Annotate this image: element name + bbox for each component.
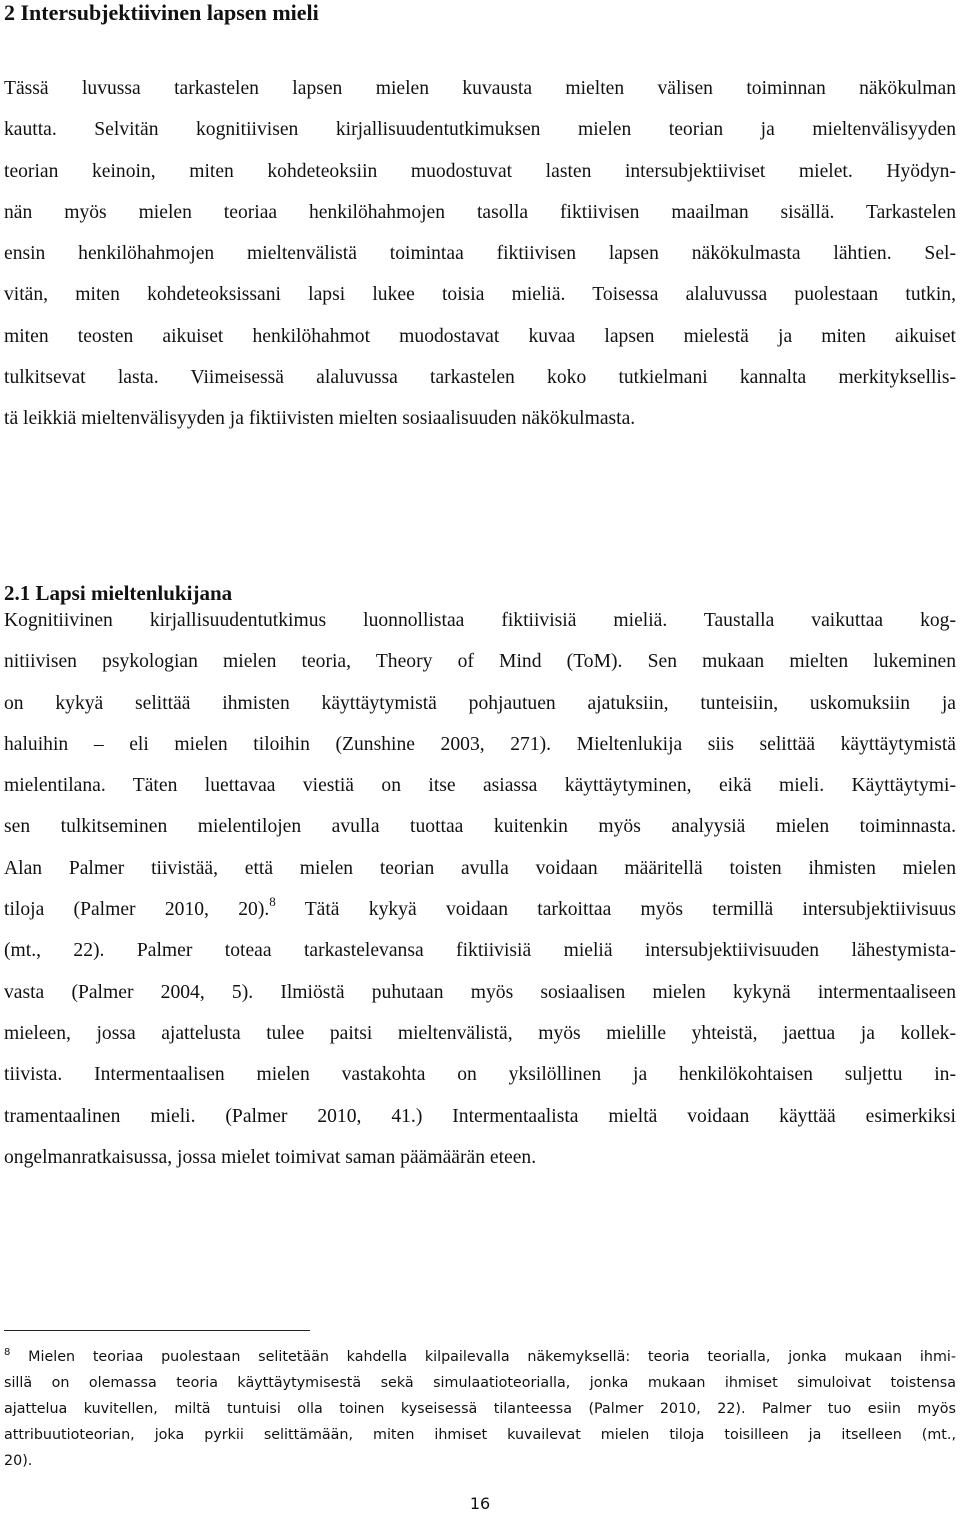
footnote-text: Mielen teoriaa puolestaan selitetään kahdella kilpailevalla näkemyksellä: teoria teorialla, jonka mukaan ihmi- xyxy=(10,1349,956,1365)
footnote-line: sillä on olemassa teoria käyttäytymisestä sekä simulaatioteorialla, jonka mukaan ihmiset simuloivat toistensa xyxy=(4,1375,956,1391)
footnote-separator xyxy=(4,1330,310,1331)
paragraph-line: (mt., 22). Palmer toteaa tarkastelevansa fiktiivisiä mieliä intersubjektiivisuuden lähestymista- xyxy=(4,940,956,962)
paragraph-line: Alan Palmer tiivistää, että mielen teorian avulla voidaan määritellä toisten ihmisten mielen xyxy=(4,857,956,879)
paragraph-line: haluihin – eli mielen tiloihin (Zunshine 2003, 271). Mieltenlukija siis selittää käyttäytymistä xyxy=(4,733,956,755)
paragraph-line: nitiivisen psykologian mielen teoria, Theory of Mind (ToM). Sen mukaan mielten lukeminen xyxy=(4,651,956,673)
paragraph-line: teorian keinoin, miten kohdeteoksiin muodostuvat lasten intersubjektiiviset mielet. Hyödyn- xyxy=(4,160,956,182)
paragraph-line: vasta (Palmer 2004, 5). Ilmiöstä puhutaan myös sosiaalisen mielen kykynä intermentaaliseen xyxy=(4,981,956,1003)
paragraph-line-with-footnote xyxy=(4,889,956,930)
paragraph-line: on kykyä selittää ihmisten käyttäytymistä pohjautuen ajatuksiin, tunteisiin, uskomuksiin ja xyxy=(4,692,956,714)
paragraph-line: tulkitsevat lasta. Viimeisessä alaluvussa tarkastelen koko tutkielmani kannalta merkityksellis- xyxy=(4,367,956,389)
paragraph-line: ongelmanratkaisussa, jossa mielet toimivat saman päämäärän eteen. xyxy=(4,1146,537,1168)
paragraph-line: ensin henkilöhahmojen mieltenvälistä toimintaa fiktiivisen lapsen näkökulmasta lähtien. Sel- xyxy=(4,243,956,265)
footnote-line xyxy=(4,1344,956,1370)
footnote-line: ajattelua kuvitellen, miltä tuntuisi olla toinen kyseisessä tilanteessa (Palmer 2010, 22). Palmer tuo esiin myös xyxy=(4,1401,956,1417)
page-number: 16 xyxy=(469,1494,491,1513)
line-text-after-ref: Tätä kykyä voidaan tarkoittaa myös termillä intersubjektiivisuus xyxy=(275,899,956,921)
footnote-line: attribuutioteorian, joka pyrkii selittämään, miten ihmiset kuvailevat mielen tiloja toisilleen ja itselleen (mt., xyxy=(4,1427,956,1443)
paragraph-line: vitän, miten kohdeteoksissani lapsi lukee toisia mieliä. Toisessa alaluvussa puolestaan tutkin, xyxy=(4,284,956,306)
paragraph-line: tiivista. Intermentaalisen mielen vastakohta on yksilöllinen ja henkilökohtaisen suljettu in- xyxy=(4,1064,956,1086)
paragraph-line: Tässä luvussa tarkastelen lapsen mielen kuvausta mielten välisen toiminnan näkökulman xyxy=(4,78,956,99)
footnote-line: 20). xyxy=(4,1453,33,1469)
paragraph-line: nän myös mielen teoriaa henkilöhahmojen tasolla fiktiivisen maailman sisällä. Tarkastelen xyxy=(4,201,956,223)
section-heading: 2.1 Lapsi mieltenlukijana xyxy=(4,581,233,605)
footnote-reference[interactable]: 8 xyxy=(269,894,276,910)
paragraph-line: tramentaalinen mieli. (Palmer 2010, 41.) Intermentaalista mieltä voidaan käyttää esimerkiksi xyxy=(4,1105,956,1127)
paragraph-line: sen tulkitseminen mielentilojen avulla tuottaa kuitenkin myös analyysiä mielen toiminnasta. xyxy=(4,816,956,838)
footnote-mark: 8 xyxy=(4,1347,11,1358)
line-text-before-ref: tiloja (Palmer 2010, 20). xyxy=(4,899,270,921)
chapter-heading: 2 Intersubjektiivinen lapsen mieli xyxy=(4,0,319,25)
footnote xyxy=(4,1344,956,1474)
paragraph-mindreading xyxy=(4,600,956,1178)
paragraph-line: mielentilana. Täten luettavaa viestiä on itse asiassa käyttäytyminen, eikä mieli. Käyttäytymi- xyxy=(4,775,956,797)
paragraph-line: tä leikkiä mieltenvälisyyden ja fiktiivisten mielten sosiaalisuuden näkökulmasta. xyxy=(4,408,636,430)
paragraph-line: mieleen, jossa ajattelusta tulee paitsi mieltenvälistä, myös mielille yhteistä, jaettua ja kollek- xyxy=(4,1022,956,1044)
paragraph-intro xyxy=(4,68,956,440)
paragraph-line: miten teosten aikuiset henkilöhahmot muodostavat kuvaa lapsen mielestä ja miten aikuiset xyxy=(4,325,956,347)
paragraph-line: kautta. Selvitän kognitiivisen kirjallisuudentutkimuksen mielen teorian ja mieltenvälisyyden xyxy=(4,119,956,141)
paragraph-line: Kognitiivinen kirjallisuudentutkimus luonnollistaa fiktiivisiä mieliä. Taustalla vaikuttaa kog- xyxy=(4,610,956,631)
